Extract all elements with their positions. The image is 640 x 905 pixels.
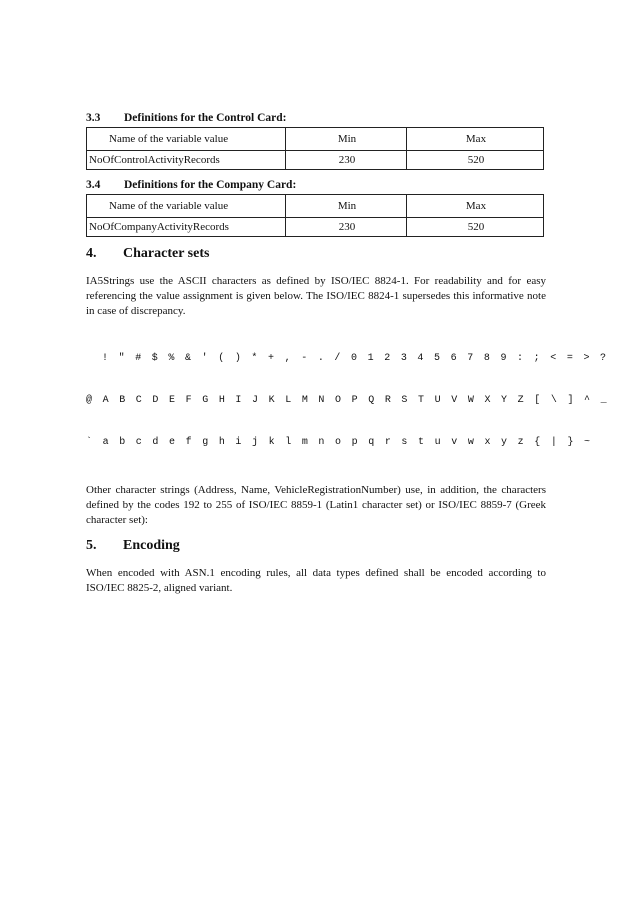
section-title: Character sets — [123, 246, 210, 261]
section-3-3-heading — [86, 112, 546, 124]
other-charsets-paragraph: Other character strings (Address, Name, VehicleRegistrationNumber) use, in addition, the characters defined by the codes 192 to 255 of ISO/IEC 8859-1 (Latin1 character set) or ISO/IEC 8859-7 (Greek character set): — [86, 484, 546, 526]
section-number: 3.4 — [86, 179, 101, 191]
control-card-table — [86, 127, 544, 170]
table-row — [87, 151, 544, 170]
header-cell-max: Max — [407, 195, 544, 218]
section-title: Encoding — [123, 538, 180, 553]
section-number: 3.3 — [86, 112, 101, 124]
cell-max: 520 — [407, 151, 544, 170]
cell-min: 230 — [286, 218, 407, 237]
header-cell-max: Max — [407, 128, 544, 151]
cell-variable-name: NoOfControlActivityRecords — [87, 151, 286, 170]
cell-max: 520 — [407, 218, 544, 237]
header-cell-name: Name of the variable value — [87, 128, 286, 151]
ascii-charset-block — [86, 324, 609, 478]
table-row — [87, 218, 544, 237]
company-card-table — [86, 194, 544, 237]
section-number: 5. — [86, 538, 97, 553]
table-header-row — [87, 195, 544, 218]
charset-line: @ A B C D E F G H I J K L M N O P Q R S T U V W X Y Z [ \ ] ^ _ — [86, 395, 609, 406]
header-cell-min: Min — [286, 128, 407, 151]
document-page — [86, 112, 609, 601]
header-cell-name: Name of the variable value — [87, 195, 286, 218]
section-3-4-heading — [86, 179, 546, 191]
header-cell-min: Min — [286, 195, 407, 218]
table-header-row — [87, 128, 544, 151]
cell-variable-name: NoOfCompanyActivityRecords — [87, 218, 286, 237]
section-title: Definitions for the Company Card: — [124, 179, 297, 191]
cell-min: 230 — [286, 151, 407, 170]
section-4-heading — [86, 246, 546, 262]
section-number: 4. — [86, 246, 97, 261]
section-title: Definitions for the Control Card: — [124, 112, 287, 124]
character-sets-paragraph: IA5Strings use the ASCII characters as defined by ISO/IEC 8824-1. For readability and for easy referencing the value assignment is given below. The ISO/IEC 8824-1 supersedes this informative note in case of discrepancy. — [86, 275, 546, 317]
section-5-heading — [86, 538, 546, 554]
charset-line: ! " # $ % & ' ( ) * + , - . / 0 1 2 3 4 5 6 7 8 9 : ; < = > ? — [102, 353, 609, 364]
encoding-paragraph: When encoded with ASN.1 encoding rules, all data types defined shall be encoded according to ISO/IEC 8825-2, aligned variant. — [86, 567, 546, 594]
charset-line: ` a b c d e f g h i j k l m n o p q r s t u v w x y z { | } ~ — [86, 437, 593, 448]
